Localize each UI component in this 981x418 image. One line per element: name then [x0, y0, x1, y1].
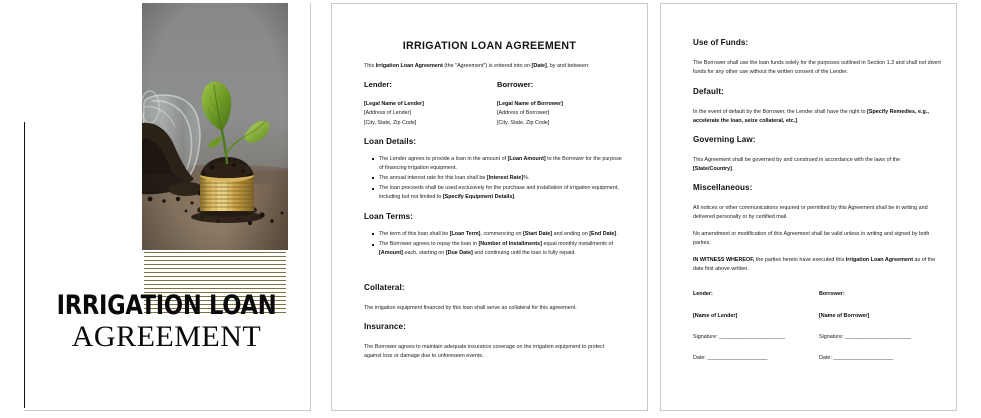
miscellaneous-heading: Miscellaneous: — [693, 183, 753, 192]
miscellaneous-paragraph-1: All notices or other communications required or permitted by this Agreement shall be in writing and delivered personally or by certified mail. — [693, 205, 928, 220]
witness-agreement-name: Irrigation Loan Agreement — [845, 257, 914, 263]
loan-terms-item-1: The term of this loan shall be [Loan Term], commencing on [Start Date] and ending on [End Date]. — [379, 231, 618, 237]
placeholder-token: [Specify Remedies, e.g., accelerate the loan, seize collateral, etc.] — [693, 109, 929, 124]
lender-legal-name: [Legal Name of Lender] — [364, 101, 424, 107]
loan-details-heading: Loan Details: — [364, 137, 417, 146]
placeholder-token: [State/Country] — [693, 165, 732, 172]
placeholder-token: [Amount] — [379, 250, 403, 256]
loan-details-list — [368, 155, 627, 203]
borrower-legal-name: [Legal Name of Borrower] — [497, 101, 563, 107]
default-paragraph: In the event of default by the Borrower, the Lender shall have the right to [Specify Remedies, e.g., accelerate the loan, seize collateral, etc.]. — [693, 109, 929, 124]
collateral-paragraph: The irrigation equipment financed by this loan shall serve as collateral for this agreement. — [364, 305, 577, 311]
intro-paragraph — [364, 62, 616, 71]
placeholder-token: [Loan Amount] — [507, 156, 546, 162]
witness-lead: IN WITNESS WHEREOF, — [693, 257, 755, 263]
loan-details-item-3: The loan proceeds shall be used exclusively for the purchase and installation of irrigation equipment, including but not limited to [Specify Equipment Details]. — [379, 185, 619, 200]
governing-law-heading: Governing Law: — [693, 135, 756, 144]
borrower-city-state-zip: [City, State, Zip Code] — [497, 119, 550, 126]
document-page-cover[interactable] — [24, 3, 311, 411]
plant-coin-stack-photo — [142, 3, 288, 250]
governing-law-paragraph: This Agreement shall be governed by and construed in accordance with the laws of the [State/Country]. — [693, 157, 901, 172]
placeholder-token: [Loan Term] — [449, 231, 481, 237]
borrower-party-block — [497, 100, 617, 128]
list-item — [379, 184, 627, 202]
loan-terms-heading: Loan Terms: — [364, 212, 414, 221]
witness-paragraph — [693, 256, 943, 274]
page-title: IRRIGATION LOAN AGREEMENT — [402, 40, 577, 52]
placeholder-token: [Due Date] — [445, 250, 473, 256]
list-item — [379, 174, 627, 183]
signature-block-borrower — [819, 291, 944, 361]
witness-middle: the parties hereto have executed this — [754, 257, 846, 263]
loan-details-item-1: The Lender agrees to provide a loan in the amount of [Loan Amount] to the Borrower for the purpose of financing irrigation equipment. — [379, 156, 622, 171]
signature-line[interactable]: Signature: ______________________ — [693, 334, 786, 340]
miscellaneous-paragraph-2: No amendment or modification of this Agreement shall be valid unless in writing and signed by both parties. — [693, 231, 930, 246]
lender-city-state-zip: [City, State, Zip Code] — [364, 119, 417, 126]
default-heading: Default: — [693, 87, 724, 96]
intro-date-placeholder: [Date] — [531, 63, 547, 69]
intro-agreement-name: Irrigation Loan Agreement — [375, 63, 443, 69]
cover-vertical-rule — [24, 122, 25, 408]
placeholder-token: [Start Date] — [523, 231, 553, 237]
lender-party-block — [364, 100, 484, 128]
signature-name-placeholder: [Name of Lender] — [693, 313, 738, 319]
placeholder-token: [Number of Installments] — [478, 241, 542, 248]
cover-title-secondary: AGREEMENT — [71, 320, 262, 353]
loan-terms-list — [368, 230, 627, 259]
placeholder-token: [Specify Equipment Details] — [442, 194, 515, 200]
signature-name-placeholder: [Name of Borrower] — [819, 313, 870, 319]
page-three-body — [661, 4, 956, 410]
page-two-body — [332, 4, 647, 410]
use-of-funds-paragraph: The Borrower shall use the loan funds solely for the purposes outlined in Section 1.3 and shall not divert funds for any other use without the written consent of the Lender. — [693, 60, 941, 75]
signature-block-lender — [693, 291, 818, 361]
list-item — [379, 230, 627, 239]
intro-suffix: , by and between: — [546, 63, 590, 69]
borrower-address: [Address of Borrower] — [497, 110, 550, 117]
date-line[interactable]: Date: ____________________ — [819, 355, 894, 361]
insurance-paragraph: The Borrower agrees to maintain adequate insurance coverage on the irrigation equipment to protect against loss or damage due to unforeseen events. — [364, 344, 605, 359]
insurance-heading: Insurance: — [364, 322, 406, 331]
use-of-funds-heading: Use of Funds: — [693, 38, 749, 47]
document-page-two[interactable] — [331, 3, 648, 411]
intro-middle: (the "Agreement") is entered into on — [442, 63, 532, 69]
placeholder-token: [Interest Rate] — [486, 175, 524, 181]
borrower-heading: Borrower: — [497, 80, 534, 89]
collateral-heading: Collateral: — [364, 283, 405, 292]
witness-suffix: as of the date first above written. — [693, 257, 936, 272]
lender-heading: Lender: — [364, 80, 392, 89]
signature-role-label: Lender: — [693, 291, 713, 297]
intro-prefix: This — [364, 63, 376, 69]
loan-details-item-2: The annual interest rate for this loan shall be [Interest Rate]%. — [379, 175, 530, 181]
date-line[interactable]: Date: ____________________ — [693, 355, 768, 361]
signature-role-label: Borrower: — [819, 291, 845, 297]
signature-line[interactable]: Signature: ______________________ — [819, 334, 912, 340]
placeholder-token: [End Date] — [589, 231, 617, 237]
lender-address: [Address of Lender] — [364, 110, 412, 117]
list-item — [379, 155, 627, 173]
cover-title-primary: IRRIGATION LOAN — [56, 290, 277, 321]
loan-terms-item-2: The Borrower agrees to repay the loan in [Number of Installments] equal monthly installments of [Amount] each, starting on [Due Date] and continuing until the loan is fully repaid. — [379, 241, 613, 256]
document-page-three[interactable] — [660, 3, 957, 411]
list-item — [379, 240, 627, 258]
